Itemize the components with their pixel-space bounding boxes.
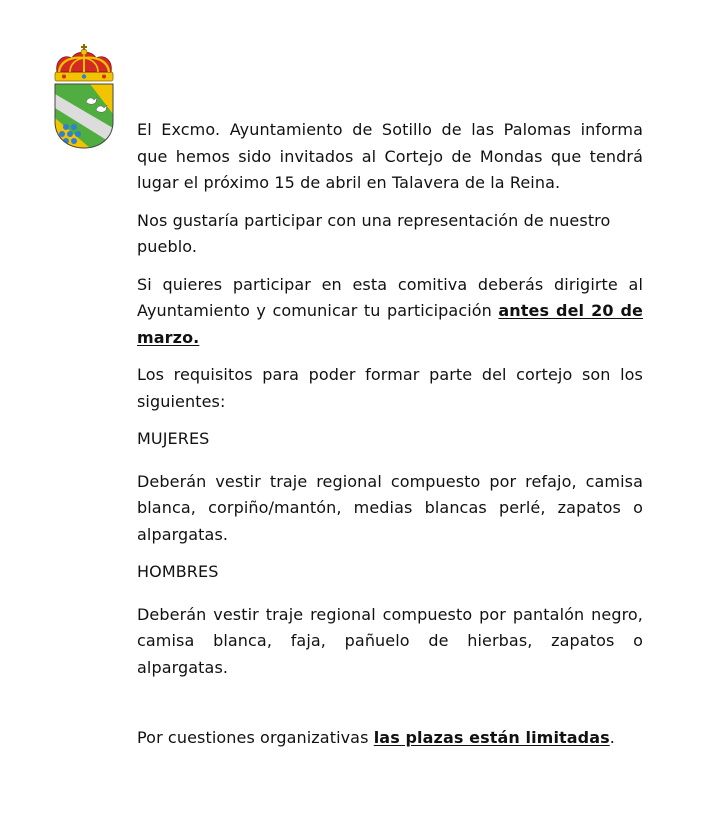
- notice-body: [137, 117, 643, 763]
- wish-paragraph: Nos gustaría participar con una representación de nuestro pueblo.: [137, 210, 611, 256]
- limited-places-text: las plazas están limitadas: [373, 728, 610, 747]
- requirements-intro: Los requisitos para poder formar parte del cortejo son los siguientes:: [137, 365, 643, 411]
- instructions-text: Si quieres participar en esta comitiva deberás dirigirte al Ayuntamiento y comunicar tu participación: [137, 274, 643, 320]
- intro-paragraph: El Excmo. Ayuntamiento de Sotillo de las Palomas informa que hemos sido invitados al Cortejo de Mondas que tendrá lugar el próximo 15 de abril en Talavera de la Reina.: [137, 120, 643, 192]
- men-requirements: Deberán vestir traje regional compuesto por pantalón negro, camisa blanca, faja, pañuelo de hierbas, zapatos o alpargatas.: [137, 604, 643, 677]
- closing-period: .: [609, 728, 615, 747]
- coat-of-arms-icon: [50, 44, 118, 152]
- deadline-text: antes del 20 de marzo.: [137, 301, 644, 347]
- women-requirements: Deberán vestir traje regional compuesto por refajo, camisa blanca, corpiño/mantón, medias blancas perlé, zapatos o alpargatas.: [137, 471, 643, 544]
- instructions-paragraph: [137, 272, 643, 352]
- men-heading: HOMBRES: [137, 562, 219, 581]
- women-heading: MUJERES: [137, 429, 210, 448]
- closing-paragraph: [137, 725, 643, 752]
- closing-text: Por cuestiones organizativas: [137, 728, 374, 747]
